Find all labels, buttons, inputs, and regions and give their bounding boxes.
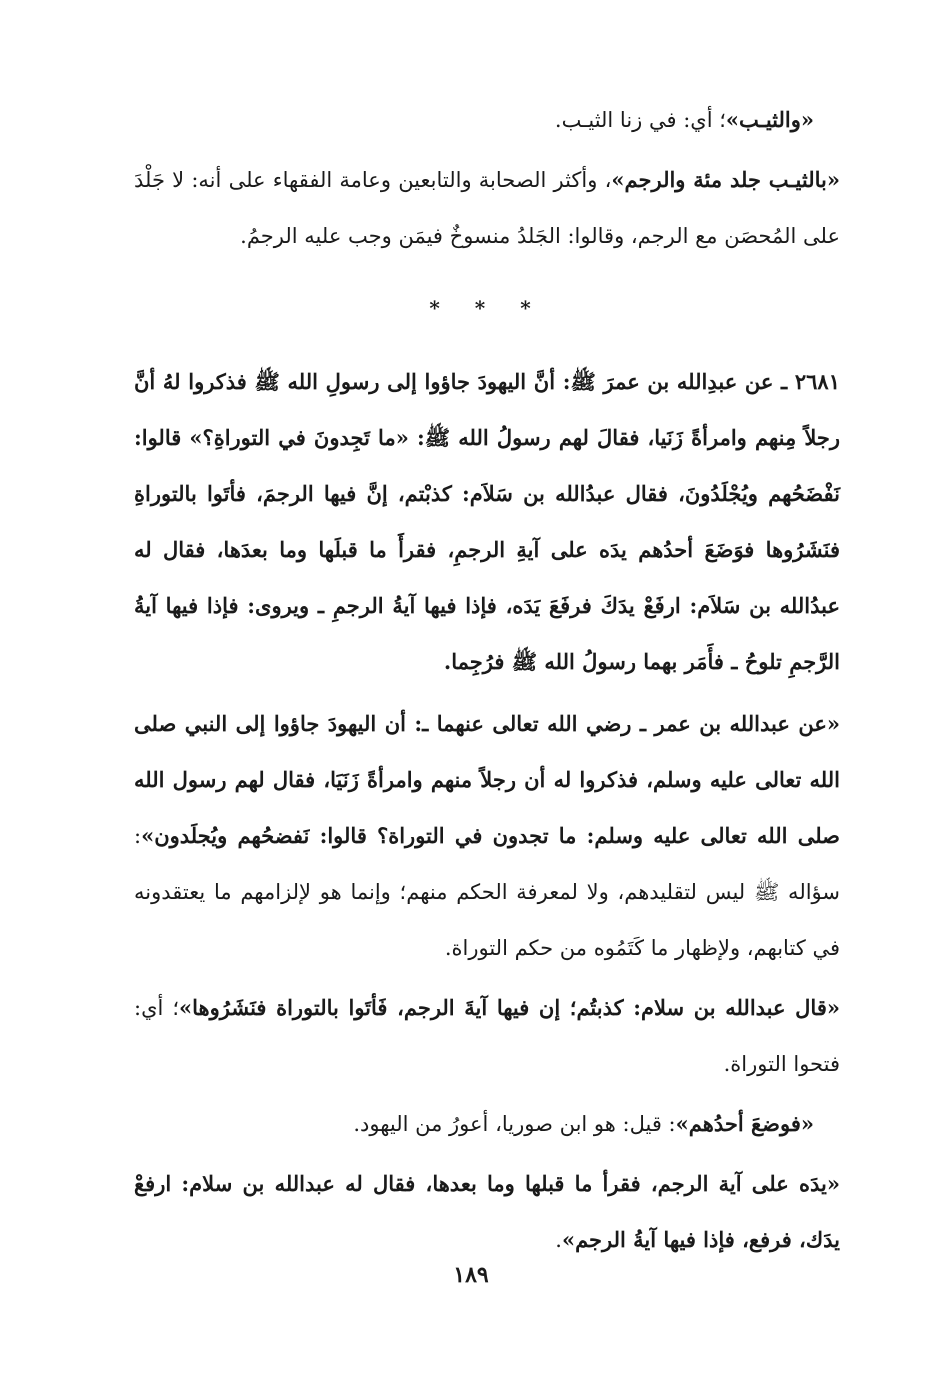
quoted-phrase: «والثيـب» — [725, 107, 814, 132]
commentary-text: : قيل: هو ابن صوريا، أعورُ من اليهود. — [353, 1112, 676, 1136]
quoted-phrase: «يدَه على آية الرجم، فقرأ ما قبلها وما بعدها، فقال له عبدالله بن سلام: ارفعْ يدَك، فرفع، فإذا فيها آيةُ الرجم» — [134, 1171, 840, 1252]
commentary-paragraph-4 — [134, 980, 840, 1092]
section-separator: * * * — [429, 296, 545, 320]
commentary-paragraph-6 — [134, 1156, 840, 1268]
quoted-phrase: «قال عبدالله بن سلام: كذبتُم؛ إن فيها آيةَ الرجم، فَأتَوا بالتوراة فنَشَرُوها» — [179, 995, 840, 1020]
commentary-paragraph-3 — [134, 696, 840, 976]
quoted-phrase: «بالثيـب جلد مئة والرجم» — [611, 167, 840, 192]
page-body — [134, 92, 840, 1272]
hadith-text: ٢٦٨١ ـ عن عبدِالله بن عمرَ ﷺ: أنَّ اليهودَ جاؤوا إلى رسولِ الله ﷺ فذكروا لهُ أنَّ رجلاً مِنهم وامرأةً زَنَيا، فقالَ لهم رسولُ الله ﷺ: «ما تَجِدونَ في التوراةِ؟» قالوا: نَفْضَحُهم ويُجْلَدُونَ، فقال عبدُالله بن سَلاَم: كذبْتم، إنَّ فيها الرجمَ، فأتَوا بالتوراةِ فنَشَرُوها فوَضَعَ أحدُهم يدَه على آيةِ الرجمِ، فقرأَ ما قبلَها وما بعدَها، فقال له عبدُالله بن سَلاَم: ارفَعْ يدَكَ فرفَعَ يَدَه، فإذا فيها آيةُ الرجمِ ـ ويروى: فإذا فيها آيةُ الرَّجمِ تلوحُ ـ فأَمَر بهما رسولُ الله ﷺ فرُجِما. — [134, 369, 840, 674]
page-number: ١٨٩ — [453, 1262, 489, 1288]
quoted-phrase: «فوضعَ أحدُهم» — [675, 1111, 814, 1136]
commentary-paragraph-2 — [134, 152, 840, 264]
commentary-text: ؛ أي: فتحوا التوراة. — [134, 996, 840, 1076]
commentary-text: : سؤاله ﷺ ليس لتقليدهم، ولا لمعرفة الحكم منهم؛ وإنما هو لإلزامهم ما يعتقدونه في كتابهم، ولإظهار ما كَتَمُوه من حكم التوراة. — [134, 824, 840, 960]
commentary-text: ، وأكثر الصحابة والتابعين وعامة الفقهاء على أنه: لا جَلْدَ على المُحصَن مع الرجم، وقالوا: الجَلدُ منسوخٌ فيمَن وجب عليه الرجمُ. — [134, 168, 840, 248]
commentary-paragraph-1 — [134, 92, 840, 148]
commentary-text: . — [555, 1228, 562, 1252]
commentary-text: ؛ أي: في زنا الثيـب. — [554, 108, 726, 132]
commentary-paragraph-5 — [134, 1096, 840, 1152]
quoted-phrase: «عن عبدالله بن عمر ـ رضي الله تعالى عنهما ـ: أن اليهودَ جاؤوا إلى النبي صلى الله تعالى عليه وسلم، فذكروا له أن رجلاً منهم وامرأةً زَنَيَا، فقال لهم رسول الله صلى الله تعالى عليه وسلم: ما تجدون في التوراة؟ قالوا: نَفضحُهم ويُجلَدون» — [134, 711, 840, 848]
